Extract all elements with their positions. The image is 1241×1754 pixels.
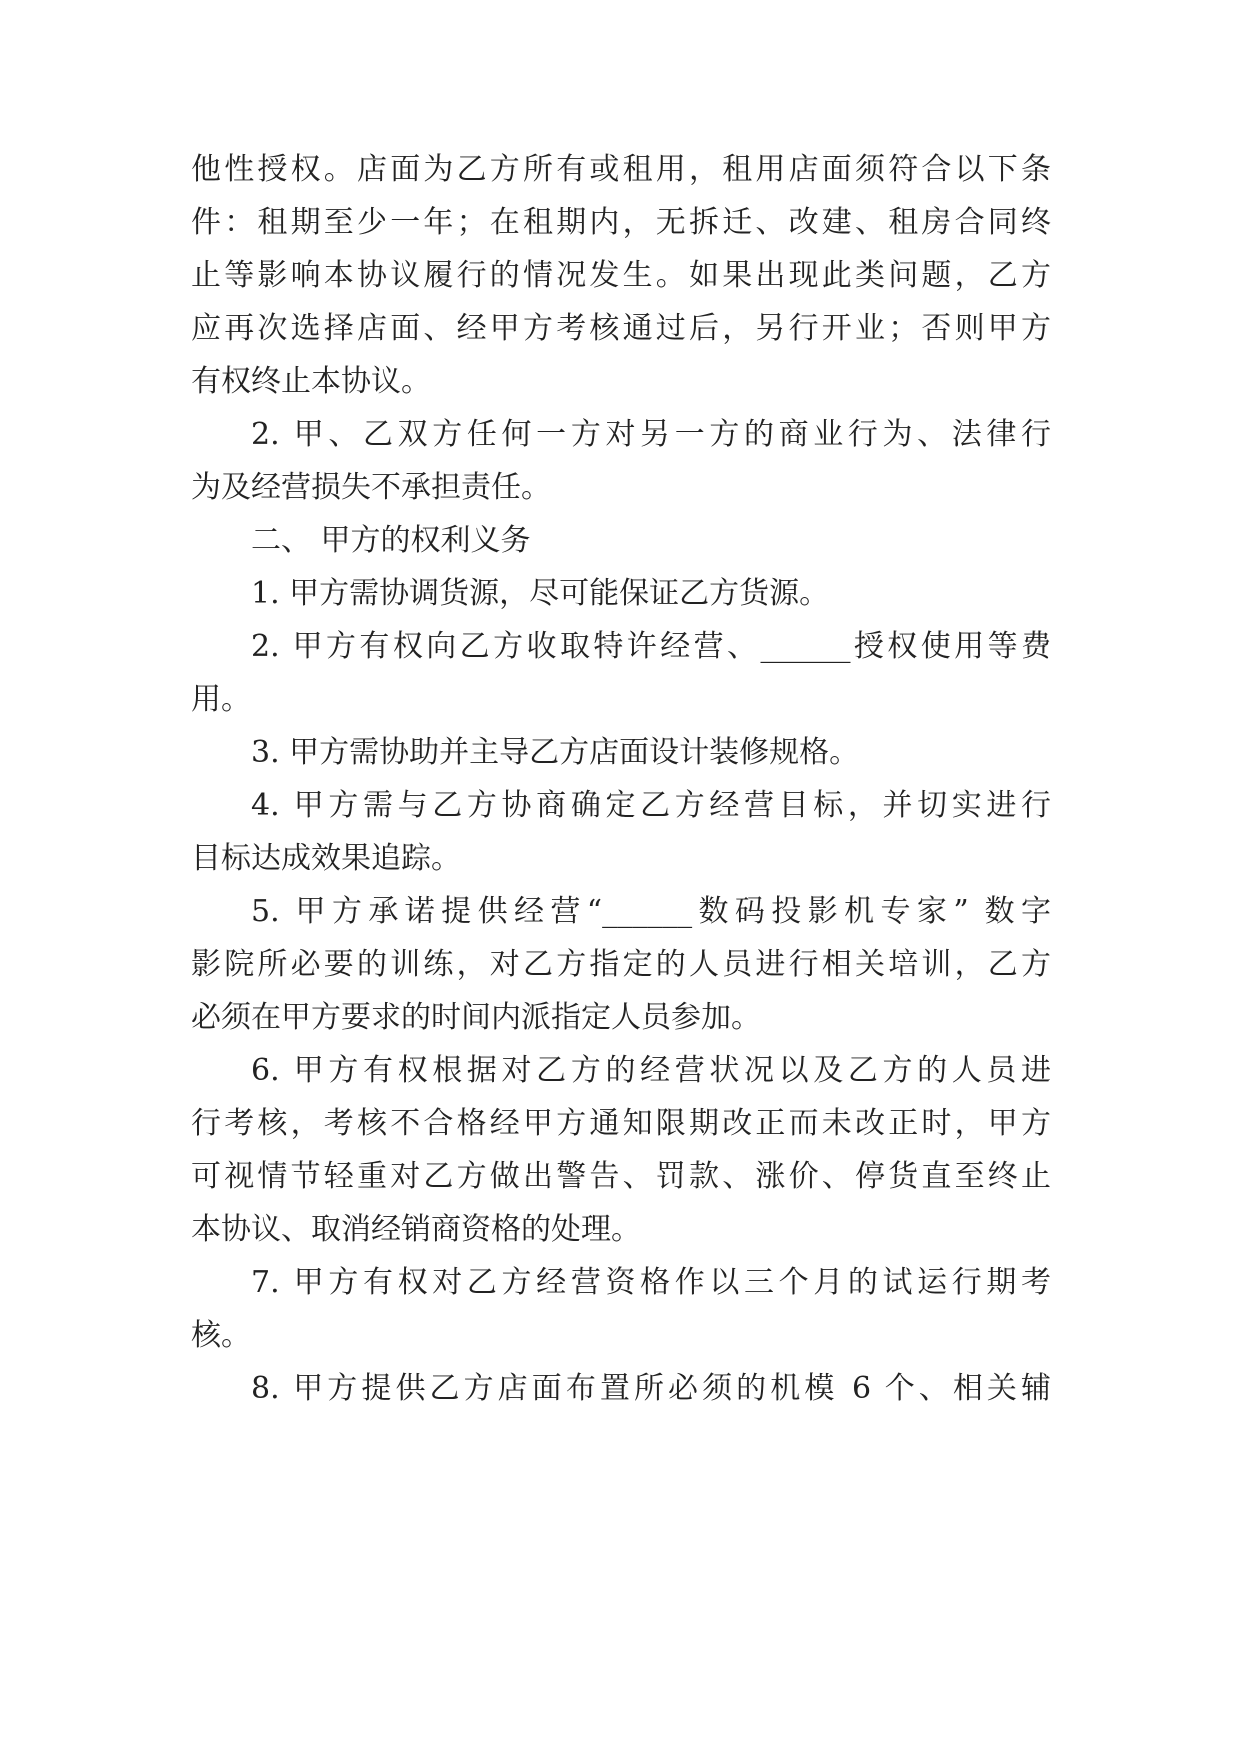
body-line: 本协议、取消经销商资格的处理。 <box>191 1212 641 1247</box>
clause-8-line: 8. 甲方提供乙方店面布置所必须的机模 6 个、相关辅 <box>251 1371 1051 1406</box>
clause-4-line: 4. 甲方需与乙方协商确定乙方经营目标，并切实进行 <box>251 788 1051 823</box>
body-line: 行考核，考核不合格经甲方通知限期改正而未改正时，甲方 <box>191 1106 1051 1141</box>
clause-2-line: 2. 甲、乙双方任何一方对另一方的商业行为、法律行 <box>251 417 1051 452</box>
body-line: 应再次选择店面、经甲方考核通过后，另行开业；否则甲方 <box>191 311 1051 346</box>
clause-1-line: 1. 甲方需协调货源，尽可能保证乙方货源。 <box>251 576 830 611</box>
clause-5-line: 5. 甲方承诺提供经营“______数码投影机专家” 数字 <box>251 894 1051 929</box>
body-line: 止等影响本协议履行的情况发生。如果出现此类问题，乙方 <box>191 258 1051 293</box>
body-line: 影院所必要的训练，对乙方指定的人员进行相关培训，乙方 <box>191 947 1051 982</box>
body-line: 必须在甲方要求的时间内派指定人员参加。 <box>191 1000 761 1035</box>
body-line: 有权终止本协议。 <box>191 364 431 399</box>
clause-2-line: 2. 甲方有权向乙方收取特许经营、______授权使用等费 <box>251 629 1051 664</box>
clause-6-line: 6. 甲方有权根据对乙方的经营状况以及乙方的人员进 <box>251 1053 1051 1088</box>
body-line: 为及经营损失不承担责任。 <box>191 470 551 505</box>
section-heading: 二、 甲方的权利义务 <box>251 523 531 558</box>
body-line: 件：租期至少一年；在租期内，无拆迁、改建、租房合同终 <box>191 205 1051 240</box>
body-line: 核。 <box>191 1318 251 1353</box>
clause-3-line: 3. 甲方需协助并主导乙方店面设计装修规格。 <box>251 735 860 770</box>
body-line: 他性授权。店面为乙方所有或租用，租用店面须符合以下条 <box>191 152 1051 187</box>
body-line: 目标达成效果追踪。 <box>191 841 461 876</box>
clause-7-line: 7. 甲方有权对乙方经营资格作以三个月的试运行期考 <box>251 1265 1051 1300</box>
body-line: 可视情节轻重对乙方做出警告、罚款、涨价、停货直至终止 <box>191 1159 1051 1194</box>
body-line: 用。 <box>191 682 251 717</box>
